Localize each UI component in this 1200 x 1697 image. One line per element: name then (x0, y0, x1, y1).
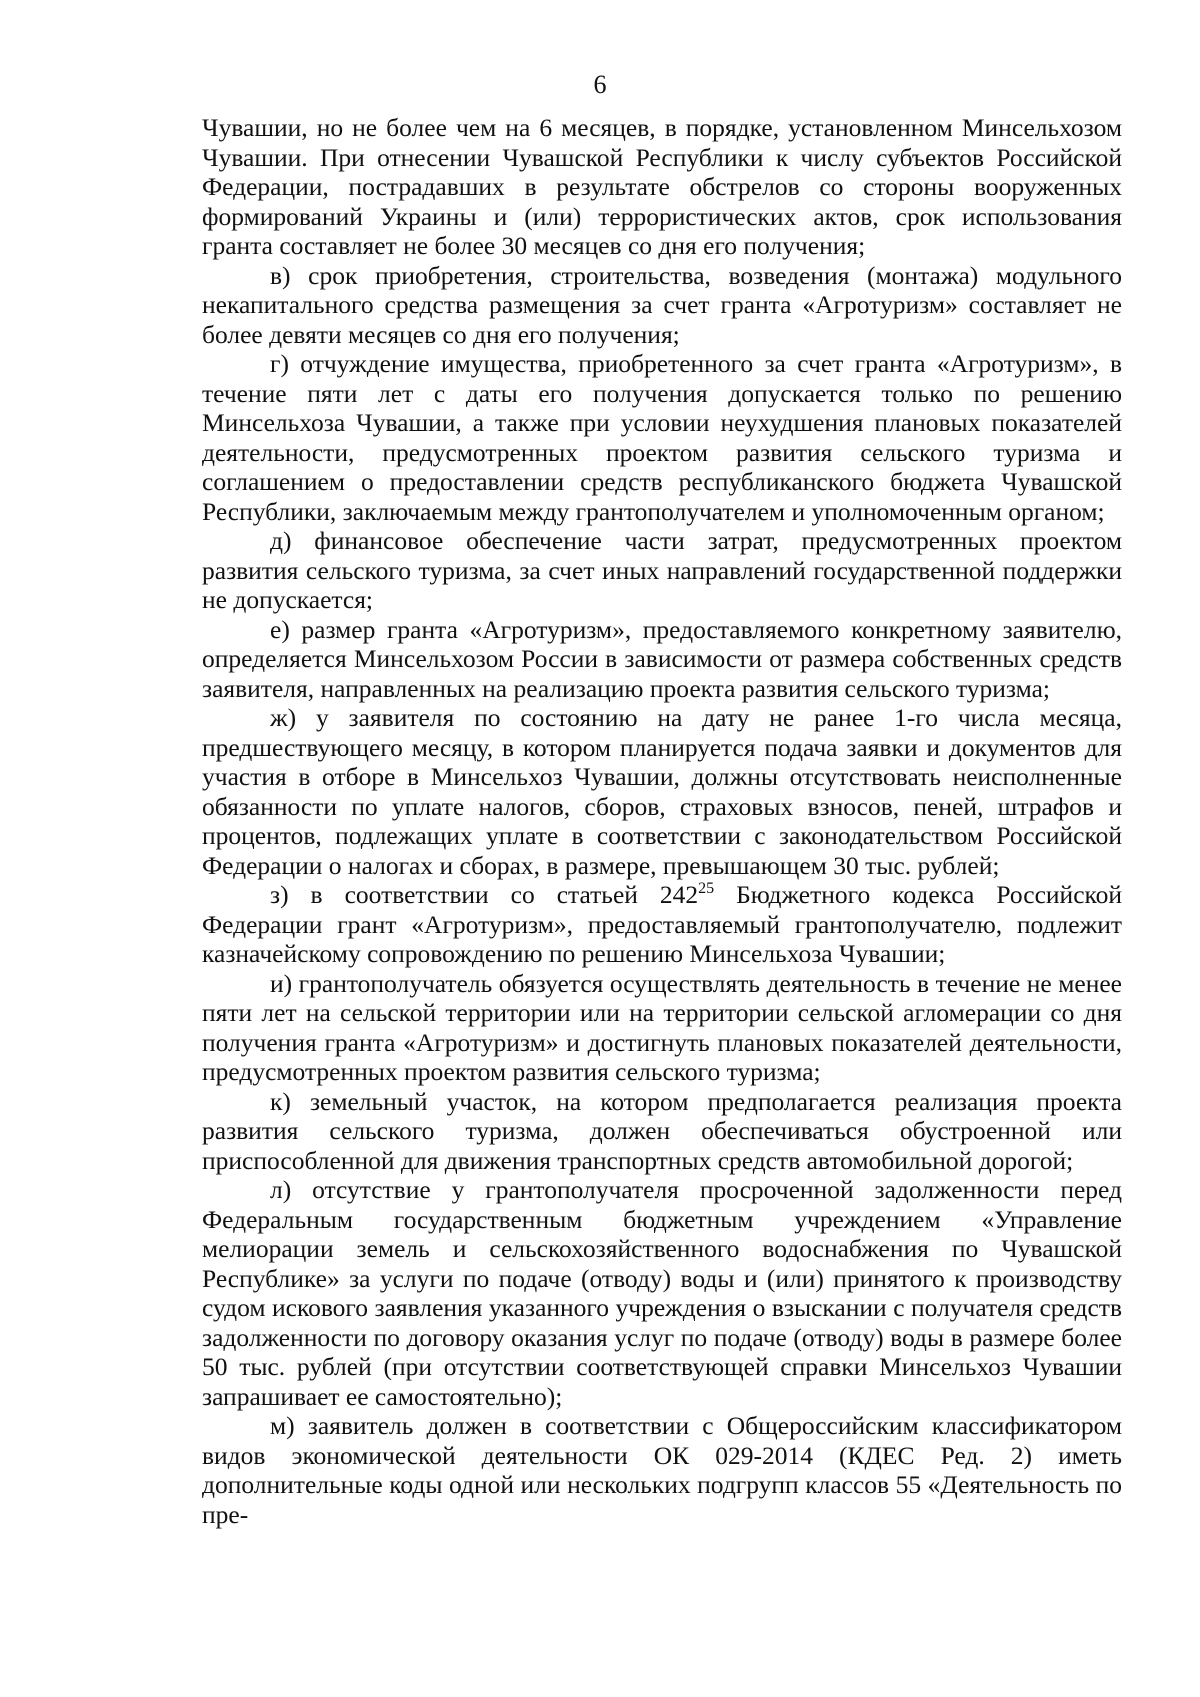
paragraph-e: е) размер гранта «Агротуризм», предоставляемого конкретному заявителю, определяется Минсельхозом России в зависимости от размера собственных средств заявителя, направленных на реализацию проекта развития сельского туризма; (202, 614, 1122, 703)
paragraph-d: д) финансовое обеспечение части затрат, предусмотренных проектом развития сельского туризма, за счет иных направлений государственной поддержки не допускается; (202, 526, 1122, 614)
paragraph-i: и) грантополучатель обязуется осуществлять деятельность в течение не менее пяти лет на сельской территории или на территории сельской агломерации со дня получения гранта «Агротуризм» и достигнуть плановых показателей деятельности, предусмотренных проектом развития сельского туризма; (202, 968, 1122, 1086)
paragraph-l: л) отсутствие у грантополучателя просроченной задолженности перед Федеральным государственным бюджетным учреждением «Управление мелиорации земель и сельскохозяйственного водоснабжения по Чувашской Республике» за услуги по подаче (отводу) воды и (или) принятого к производству судом искового заявления указанного учреждения о взыскании с получателя средств задолженности по договору оказания услуг по подаче (отводу) воды в размере более 50 тыс. рублей (при отсутствии соответствующей справки Минсельхоз Чувашии запрашивает ее самостоятельно); (202, 1175, 1122, 1411)
article-superscript: 25 (698, 880, 715, 897)
paragraph-z (202, 880, 1122, 969)
document-body (202, 113, 1122, 1529)
page-number: 6 (593, 70, 607, 99)
paragraph-m: м) заявитель должен в соответствии с Общероссийским классификатором видов экономической деятельности ОК 029-2014 (КДЕС Ред. 2) иметь дополнительные коды одной или нескольких подгрупп классов 55 «Деятельность по пре- (202, 1411, 1122, 1529)
paragraph-k: к) земельный участок, на котором предполагается реализация проекта развития сельского туризма, должен обеспечиваться обустроенной или приспособленной для движения транспортных средств автомобильной дорогой; (202, 1086, 1122, 1175)
paragraph-z-end: Бюджетного кодекса Российской Федерации грант «Агротуризм», предоставляемый грантополучателю, подлежит казначейскому сопровождению по решению Минсельхоза Чувашии; (202, 880, 1122, 968)
paragraph-v: в) срок приобретения, строительства, возведения (монтажа) модульного некапитального средства размещения за счет гранта «Агротуризм» составляет не более девяти месяцев со дня его получения; (202, 260, 1122, 349)
paragraph-g: г) отчуждение имущества, приобретенного за счет гранта «Агротуризм», в течение пяти лет с даты его получения допускается только по решению Минсельхоза Чувашии, а также при условии неухудшения плановых показателей деятельности, предусмотренных проектом развития сельского туризма и соглашением о предоставлении средств республиканского бюджета Чувашской Республики, заключаемым между грантополучателем и уполномоченным органом; (202, 349, 1122, 526)
paragraph-z-start: з) в соответствии со статьей 242 (270, 880, 699, 909)
paragraph-zh: ж) у заявителя по состоянию на дату не ранее 1-го числа месяца, предшествующего месяцу, в котором планируется подача заявки и документов для участия в отборе в Минсельхоз Чувашии, должны отсутствовать неисполненные обязанности по уплате налогов, сборов, страховых взносов, пеней, штрафов и процентов, подлежащих уплате в соответствии с законодательством Российской Федерации о налогах и сборах, в размере, превышающем 30 тыс. рублей; (202, 703, 1122, 880)
paragraph-continuation: Чувашии, но не более чем на 6 месяцев, в порядке, установленном Минсельхозом Чувашии. При отнесении Чувашской Республики к числу субъектов Российской Федерации, пострадавших в результате обстрелов со стороны вооруженных формирований Украины и (или) террористических актов, срок использования гранта составляет не более 30 месяцев со дня его получения; (202, 113, 1122, 260)
